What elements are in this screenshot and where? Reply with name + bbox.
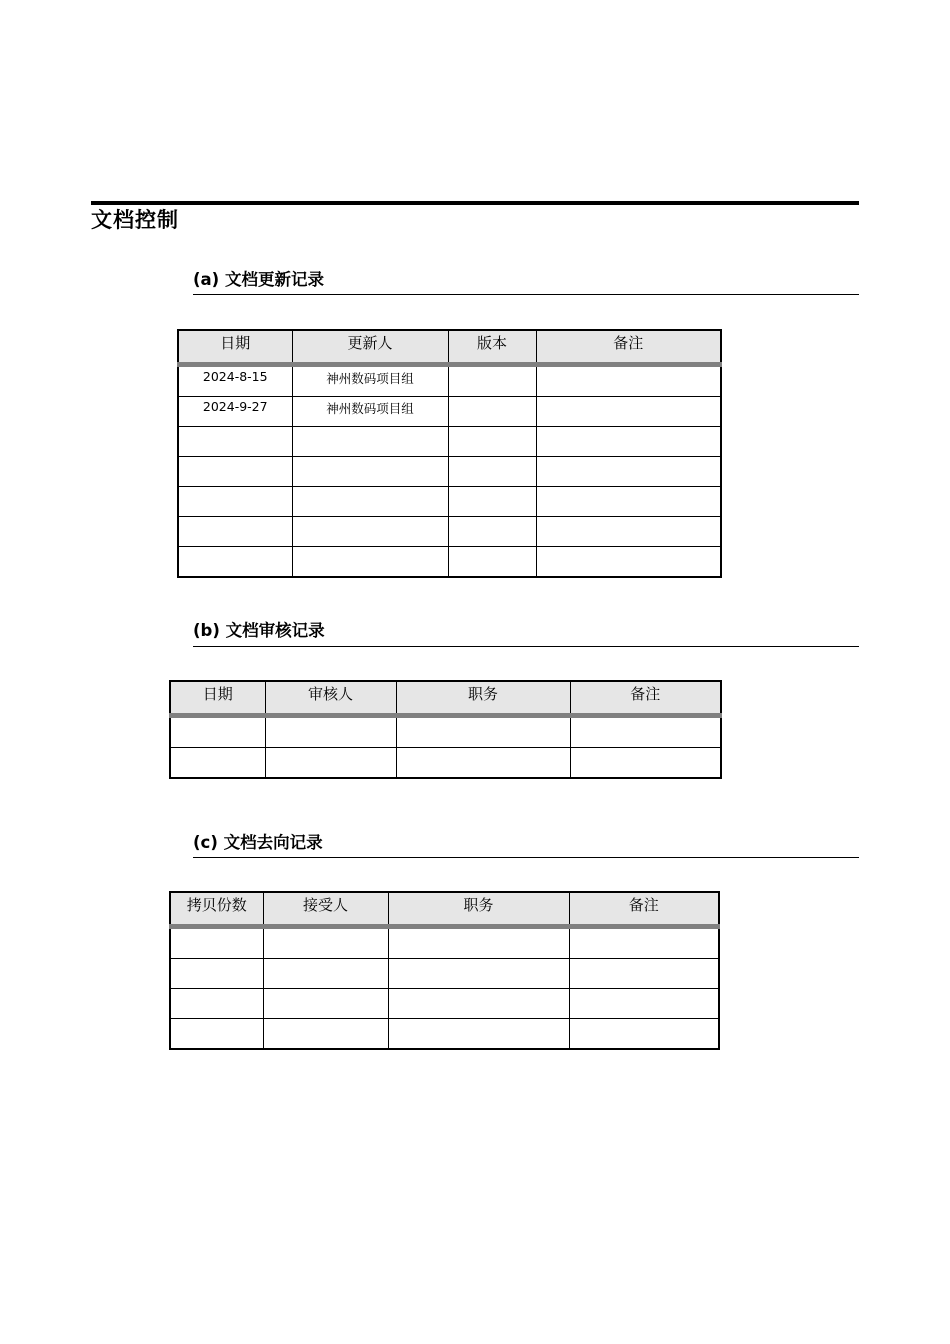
table-cell (292, 487, 448, 517)
table-row (170, 1019, 719, 1050)
table-cell (292, 517, 448, 547)
table-row (170, 927, 719, 959)
table-cell (170, 748, 265, 779)
table-cell (536, 457, 721, 487)
column-header: 拷贝份数 (170, 892, 263, 927)
table-cell (536, 547, 721, 578)
table-row (178, 517, 721, 547)
document-title: 文档控制 (91, 208, 179, 232)
column-header: 备注 (536, 330, 721, 365)
table-row (178, 427, 721, 457)
table-cell (536, 397, 721, 427)
column-header: 接受人 (263, 892, 388, 927)
table-cell (448, 547, 536, 578)
table-cell (448, 457, 536, 487)
table-cell (570, 748, 721, 779)
table-cell (388, 927, 569, 959)
table-cell (263, 989, 388, 1019)
table-row (170, 716, 721, 748)
table-row (178, 365, 721, 397)
table-cell (388, 1019, 569, 1050)
table-cell (569, 927, 719, 959)
column-header: 职务 (388, 892, 569, 927)
table-cell (263, 959, 388, 989)
table-cell (448, 517, 536, 547)
column-header: 备注 (569, 892, 719, 927)
table-row (178, 547, 721, 578)
table-header-row (170, 892, 719, 927)
table-cell (569, 1019, 719, 1050)
table-cell (448, 397, 536, 427)
table-header-row (178, 330, 721, 365)
table-cell (178, 457, 292, 487)
table-row (170, 748, 721, 779)
distribution-record-table (169, 891, 720, 1050)
title-rule (91, 201, 859, 205)
update-record-table (177, 329, 722, 578)
table-cell: 神州数码项目组 (292, 397, 448, 427)
table-row (170, 959, 719, 989)
table-header-row (170, 681, 721, 716)
section-c-title: (c) 文档去向记录 (193, 833, 323, 852)
table-cell (536, 487, 721, 517)
section-b-rule (193, 646, 859, 647)
table-cell (170, 716, 265, 748)
column-header: 更新人 (292, 330, 448, 365)
column-header: 日期 (178, 330, 292, 365)
table-cell (170, 959, 263, 989)
table-cell (265, 716, 396, 748)
table-cell (170, 927, 263, 959)
table-cell (292, 457, 448, 487)
table-cell: 2024-8-15 (178, 365, 292, 397)
section-c-rule (193, 857, 859, 858)
table-cell (265, 748, 396, 779)
column-header: 职务 (396, 681, 570, 716)
table-cell (448, 427, 536, 457)
table-cell (292, 427, 448, 457)
table-cell (396, 748, 570, 779)
table-cell (569, 959, 719, 989)
review-record-table (169, 680, 722, 779)
table-cell (569, 989, 719, 1019)
table-row (170, 989, 719, 1019)
table-row (178, 397, 721, 427)
table-cell (178, 547, 292, 578)
table-cell (263, 927, 388, 959)
table-cell (388, 959, 569, 989)
table-row (178, 457, 721, 487)
table-cell: 2024-9-27 (178, 397, 292, 427)
table-cell (570, 716, 721, 748)
section-a-title: (a) 文档更新记录 (193, 270, 324, 289)
column-header: 版本 (448, 330, 536, 365)
table-cell (388, 989, 569, 1019)
table-cell: 神州数码项目组 (292, 365, 448, 397)
table-cell (178, 427, 292, 457)
table-cell (178, 487, 292, 517)
table-cell (448, 487, 536, 517)
column-header: 审核人 (265, 681, 396, 716)
table-row (178, 487, 721, 517)
section-b-title: (b) 文档审核记录 (193, 621, 325, 640)
table-cell (170, 1019, 263, 1050)
table-cell (396, 716, 570, 748)
table-cell (292, 547, 448, 578)
table-cell (263, 1019, 388, 1050)
table-cell (536, 427, 721, 457)
table-cell (536, 365, 721, 397)
column-header: 日期 (170, 681, 265, 716)
table-cell (448, 365, 536, 397)
section-a-rule (193, 294, 859, 295)
table-cell (536, 517, 721, 547)
column-header: 备注 (570, 681, 721, 716)
table-cell (170, 989, 263, 1019)
table-cell (178, 517, 292, 547)
